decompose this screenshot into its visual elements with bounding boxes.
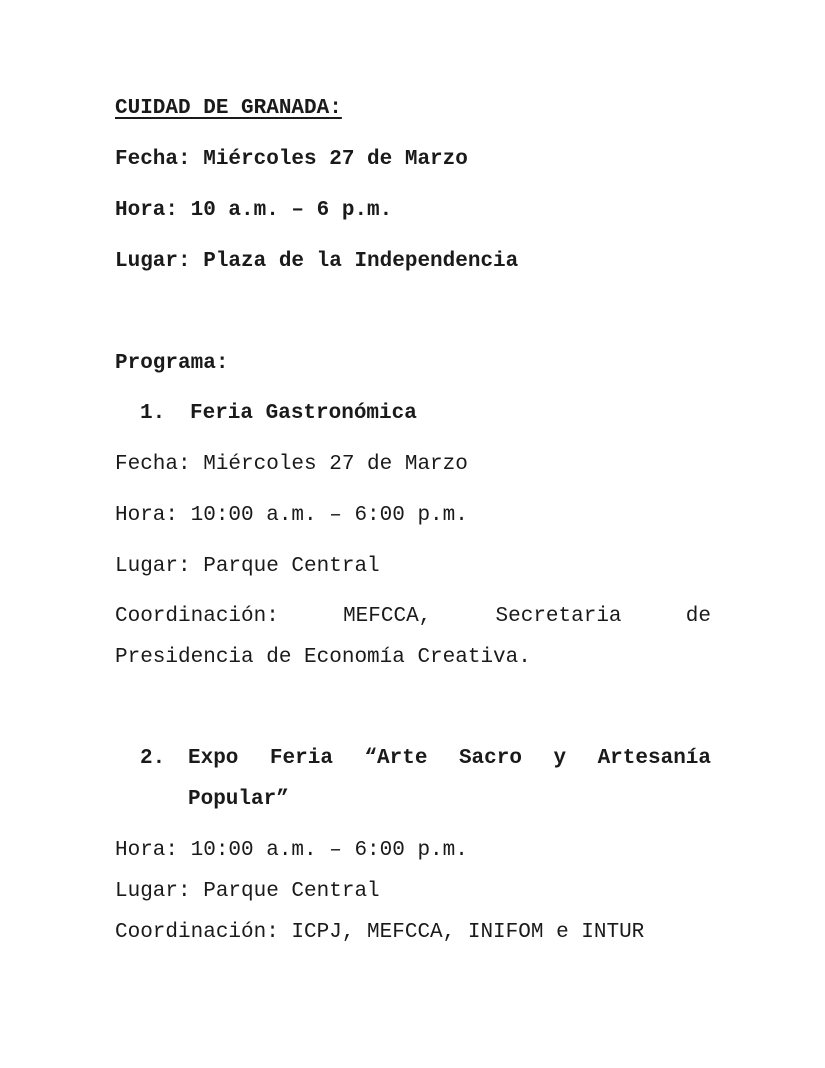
program-item-2-title-cont: Popular” [188,788,289,811]
title-word: Feria [269,747,333,770]
coordination-word: de [685,605,711,628]
program-item-2-time: Hora: 10:00 a.m. – 6:00 p.m. [115,839,468,862]
program-item-1-date: Fecha: Miércoles 27 de Marzo [115,453,468,476]
program-item-2-place: Lugar: Parque Central [115,880,380,903]
program-item-1-coordination [115,605,711,629]
program-item-1-title [140,402,417,426]
program-item-1-coordination-cont: Presidencia de Economía Creativa. [115,646,531,669]
event-place: Lugar: Plaza de la Independencia [115,250,519,273]
coordination-word: Coordinación: [115,605,279,628]
program-heading: Programa: [115,352,229,375]
program-item-2-number: 2. [140,747,166,770]
program-item-1-time: Hora: 10:00 a.m. – 6:00 p.m. [115,504,468,527]
title-word: Sacro [458,747,522,770]
city-heading: CUIDAD DE GRANADA: [115,97,342,120]
program-item-2-title [188,747,711,771]
program-item-2-coordination: Coordinación: ICPJ, MEFCCA, INIFOM e INTUR [115,921,645,944]
program-item-1-number: 1. [140,402,166,425]
coordination-word: Secretaria [495,605,622,628]
title-word: y [553,747,567,770]
event-time: Hora: 10 a.m. – 6 p.m. [115,199,393,222]
title-word: “Arte [364,747,428,770]
title-word: Expo [188,747,239,770]
coordination-word: MEFCCA, [343,605,432,628]
program-item-1-place: Lugar: Parque Central [115,555,380,578]
event-date: Fecha: Miércoles 27 de Marzo [115,148,468,171]
title-word: Artesanía [597,747,711,770]
program-item-1-title-text: Feria Gastronómica [190,402,417,425]
